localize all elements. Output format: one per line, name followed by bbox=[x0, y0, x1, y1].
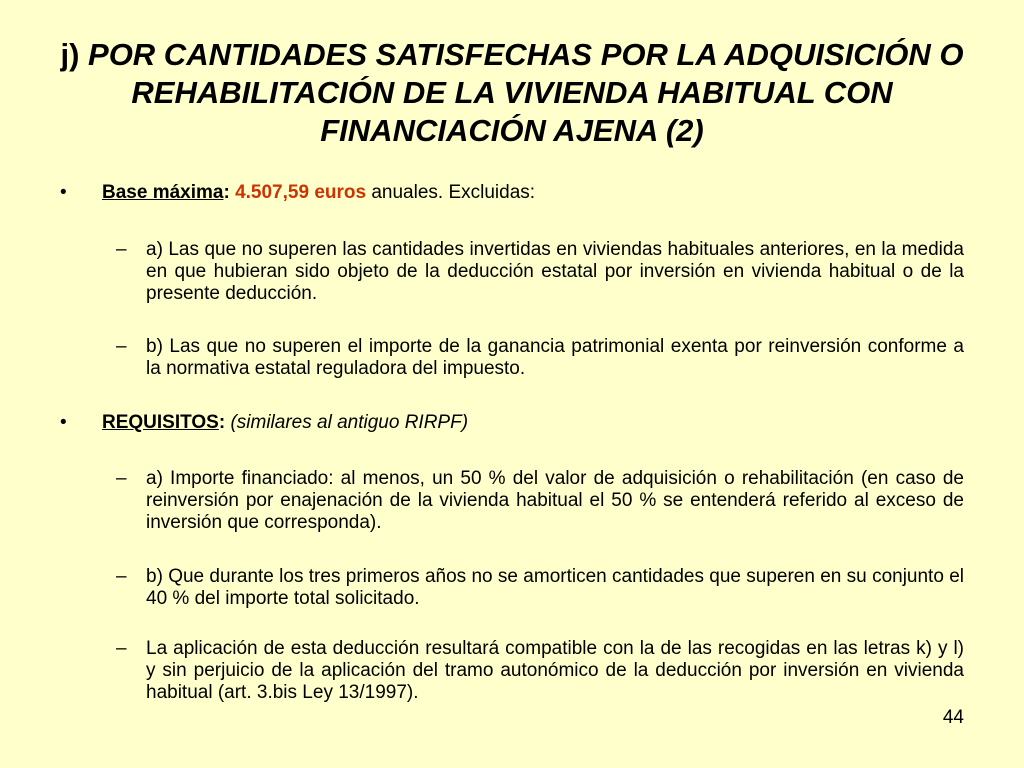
requisito-b bbox=[116, 566, 964, 610]
requisito-c bbox=[116, 638, 964, 704]
requisitos-note: (similares al antiguo RIRPF) bbox=[230, 412, 469, 433]
bullet-requisitos bbox=[60, 412, 964, 434]
title-main: POR CANTIDADES SATISFECHAS POR LA ADQUISICIÓN O REHABILITACIÓN DE LA VIVIENDA HABITUAL CON FINANCIACIÓN AJENA (2) bbox=[88, 37, 964, 148]
exclusion-b bbox=[116, 336, 964, 380]
dash-icon: – bbox=[116, 638, 127, 659]
requisito-a bbox=[116, 468, 964, 534]
exclusion-a-text: a) Las que no superen las cantidades invertidas en viviendas habituales anteriores, en la medida en que hubieran sido objeto de la deducción estatal por inversión en vivienda habitual o de la presente deducción. bbox=[146, 239, 964, 304]
requisito-a-text: a) Importe financiado: al menos, un 50 % del valor de adquisición o rehabilitación (en caso de reinversión por enajenación de la vivienda habitual el 50 % se entenderá referido al exceso de inversión que corresponda). bbox=[146, 468, 964, 533]
requisitos-label: REQUISITOS bbox=[102, 412, 219, 433]
requisitos-colon: : bbox=[218, 412, 231, 433]
bullet-icon: • bbox=[60, 182, 67, 203]
bullet-icon: • bbox=[60, 412, 67, 433]
slide-title bbox=[60, 36, 964, 150]
requisito-b-text: b) Que durante los tres primeros años no se amorticen cantidades que superen en su conjunto el 40 % del importe total solicitado. bbox=[146, 566, 964, 609]
title-lead: j) bbox=[60, 37, 89, 72]
dash-icon: – bbox=[116, 468, 127, 489]
dash-icon: – bbox=[116, 239, 127, 260]
dash-icon: – bbox=[116, 336, 127, 357]
requisito-c-text: La aplicación de esta deducción resultará compatible con la de las recogidas en las letras k) y l) y sin perjuicio de la aplicación del tramo autonómico de la deducción por inversión en vivienda habitual (art. 3.bis Ley 13/1997). bbox=[146, 638, 964, 703]
dash-icon: – bbox=[116, 566, 127, 587]
base-rest: anuales. Excluidas: bbox=[366, 182, 536, 203]
exclusion-b-text: b) Las que no superen el importe de la ganancia patrimonial exenta por reinversión conforme a la normativa estatal reguladora del impuesto. bbox=[146, 336, 964, 379]
bullet-base-maxima bbox=[60, 182, 964, 204]
exclusion-a bbox=[116, 239, 964, 305]
base-colon: : bbox=[223, 182, 230, 203]
page-number: 44 bbox=[942, 707, 964, 728]
base-label: Base máxima bbox=[102, 182, 224, 203]
base-amount: 4.507,59 euros bbox=[235, 182, 367, 203]
